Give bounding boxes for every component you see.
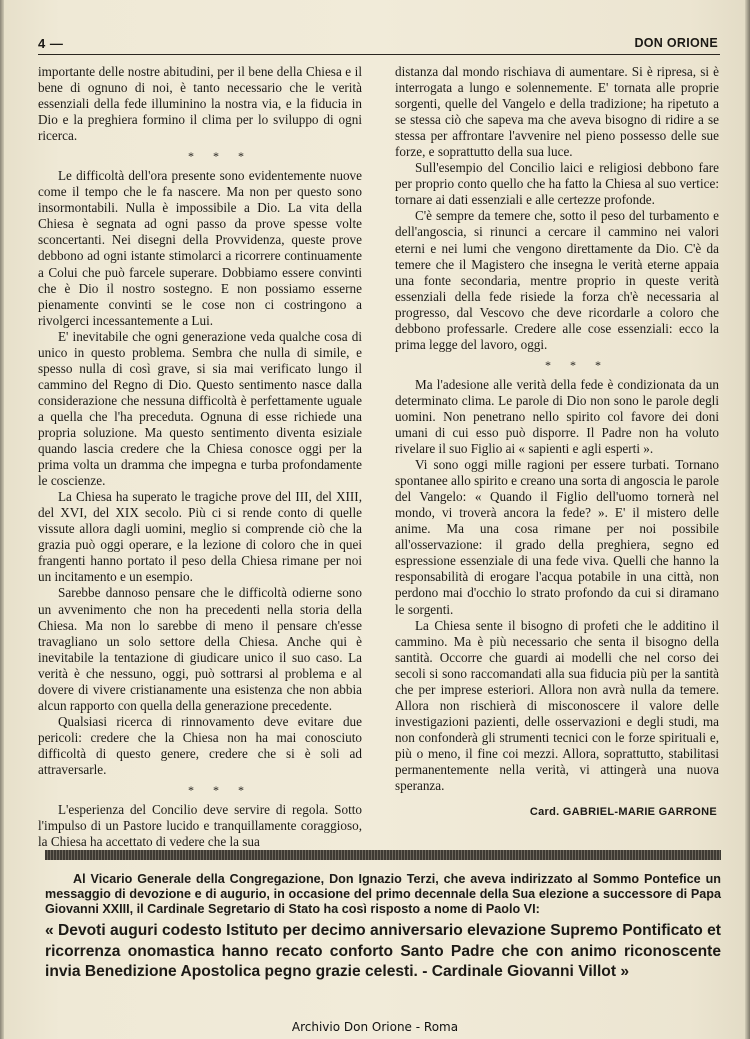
page-right-edge-shadow [745,0,750,1039]
left-paragraph-7: L'esperienza del Concilio deve servire di regola. Sotto l'impulso di un Pastore lucido e tranquillamente coraggioso, la Chiesa ha accettato di vedere che la sua [38,802,362,850]
right-paragraph-3: C'è sempre da temere che, sotto il peso del turbamento e dell'angoscia, si rinunci a cercare il cammino nei valori eterni e nei lumi che vengono direttamente da Dio. C'è da temere che il Magistero che insegna le verità eterne appaia una fonte secondaria, mentre proprio in queste verità essenziali della fede risiede la forza ch'è necessaria al progresso, dal Vescovo che deve ricordarle a coloro che debbono professarle. Credere alle cose essenziali: ecco la prima legge del lavoro, oggi. [395,208,719,352]
right-paragraph-2: Sull'esempio del Concilio laici e religiosi debbono fare per proprio conto quello che ha fatto la Chiesa al suo vertice: tornare ai dati essenziali e alle certezze profonde. [395,160,719,208]
page-header [38,36,718,54]
header-rule [38,54,720,55]
section-separator: * * * [188,783,252,798]
page-left-edge-shadow [0,0,4,1039]
running-title: DON ORIONE [634,36,718,50]
telegram-message [45,921,721,983]
left-paragraph-3: E' inevitabile che ogni generazione veda qualche cosa di unico in questo problema. Sembra che nulla di simile, e spesso nulla di così grave, si sia mai verificato lungo il cammino del Regno di Dio. Questo sentimento nasce dalla considerazione che nessuna difficoltà è perfettamente uguale a quella che l'ha preceduta. Ognuna di esse richiede una propria soluzione. Ma questo sentimento diventa esiziale quando lascia credere che la Chiesa conosce oggi per la prima volta un dramma che impegna e turba profondamente le coscienze. [38,328,362,489]
left-column [38,64,362,850]
right-paragraph-1: distanza dal mondo rischiava di aumentare. Si è ripresa, si è interrogata a lungo e solennemente. E' tornata alle proprie sorgenti, quelle del Vangelo e della tradizione; ha ripetuto a se stessa ciò che sapeva ma che aveva bisogno di ridire a se stessa per affrontare l'avvenire nel pieno possesso delle sue forze, e soprattutto della sua luce. [395,64,719,160]
section-separator: * * * [545,357,609,372]
left-paragraph-2: Le difficoltà dell'ora presente sono evidentemente nuove come il tempo che le fa nascere. Ma non per questo sono insormontabili. Nulla è impossibile a Dio. La vita della Chiesa è segnata ad ogni passo da prove spesse volte sconcertanti. Nei disegni della Provvidenza, queste prove debbono ad ogni istante stimolarci a ricorrere continuamente a Colui che può farcele superare. Dobbiamo essere convinti che è Dio il nostro sostegno. E non possiamo esserne pienamente convinti se le cose non ci costringono a rivolgerci incessantemente a Lui. [38,168,362,328]
announcement-intro-text: Al Vicario Generale della Congregazione, Don Ignazio Terzi, che aveva indirizzato al Sommo Pontefice un messaggio di devozione e di augurio, in occasione del primo decennale della Sua elezione a successore di Papa Giovanni XXIII, il Cardinale Segretario di Stato ha così risposto a nome di Paolo VI: [45,872,721,916]
announcement-intro [45,872,721,917]
left-paragraph-6: Qualsiasi ricerca di rinnovamento deve evitare due pericoli: credere che la Chiesa non ha mai conosciuto difficoltà di questo genere, credere che si è soli ad attraversarle. [38,713,362,777]
telegram-text: « Devoti auguri codesto Istituto per decimo anniversario elevazione Supremo Pontificato et ricorrenza onomastica hanno recato conforto Santo Padre che con animo riconoscente invia Benedizione Apostolica pegno grazie celesti. - Cardinale Giovanni Villot » [45,922,721,980]
archive-footer: Archivio Don Orione - Roma [291,1020,459,1034]
right-paragraph-4: Ma l'adesione alle verità della fede è condizionata da un determinato clima. Le parole di Dio non sono le parole degli uomini. Non penetrano nello spirito col favore dei doni umani di cui esso può disporre. Il Padre non ha voluto rivelare il suo Figlio ai « sapienti e agli esperti ». [395,376,719,457]
section-separator: * * * [188,149,252,164]
page-number: 4 — [38,36,64,51]
right-paragraph-5: Vi sono oggi mille ragioni per essere turbati. Tornano spontanee allo spirito e creano una sorta di angoscia le parole del Vangelo: « Quando il Figlio dell'uomo tornerà nel mondo, vi troverà ancora la fede? ». E' il mistero delle anime. Ma una cosa rimane per noi possibile all'osservazione: il grado della preghiera, segno ed espressione essenziale di una fede viva. Quelli che hanno la responsabilità di erogare l'acqua potabile in una città, non perdono mai d'occhio lo strato profondo da cui si diramano le sorgenti. [395,457,719,617]
author-signature: Card. GABRIEL-MARIE GARRONE [529,806,717,819]
left-paragraph-4: La Chiesa ha superato le tragiche prove del III, del XIII, del XVI, del XIX secolo. Più ci si rende conto di quelle vissute allora dagli uomini, meglio si comprende ciò che la grazia può oggi operare, e la lezione di coloro che in quei frangenti hanno portato il peso della Chiesa rimane per noi un incitamento e un esempio. [38,489,362,585]
announcement-divider-bar [45,850,721,860]
left-paragraph-1: importante delle nostre abitudini, per il bene della Chiesa e il bene di ognuno di noi, è tanto necessario che le verità essenziali della fede illuminino la nostra via, e la fiducia in Dio e la preghiera formino il clima per lo sviluppo di ogni ricerca. [38,64,362,144]
right-column [395,64,719,820]
right-paragraph-6: La Chiesa sente il bisogno di profeti che le additino il cammino. Ma è più necessario che senta il bisogno della santità. Occorre che guardi ai modelli che nel corso dei secoli si sono raccomandati alla sua fiducia più per la santità che per imprese esteriori. Allora non avrà nulla da temere. Allora non rischierà di misconoscere il valore delle investigazioni pazienti, delle osservazioni e degli studi, ma non confonderà gli strumenti tecnici con le forze spirituali e, più o meno, il fine coi mezzi. Allora, soprattutto, stabilitasi permanentemente nella verità, vi attingerà una nuova speranza. [395,617,719,794]
left-paragraph-5: Sarebbe dannoso pensare che le difficoltà odierne sono un avvenimento che non ha precedenti nella storia della Chiesa. Ma non lo sarebbe di meno il pensare ch'esse travagliano un solo settore della Chiesa. Anche qui è inevitabile la tentazione di giudicare unico il suo caso. La verità è che nessuno, oggi, può sottrarsi al problema e al dovere di vivere cristianamente una esistenza che non abbia alcun rapporto con quella della generazione precedente. [38,585,362,713]
